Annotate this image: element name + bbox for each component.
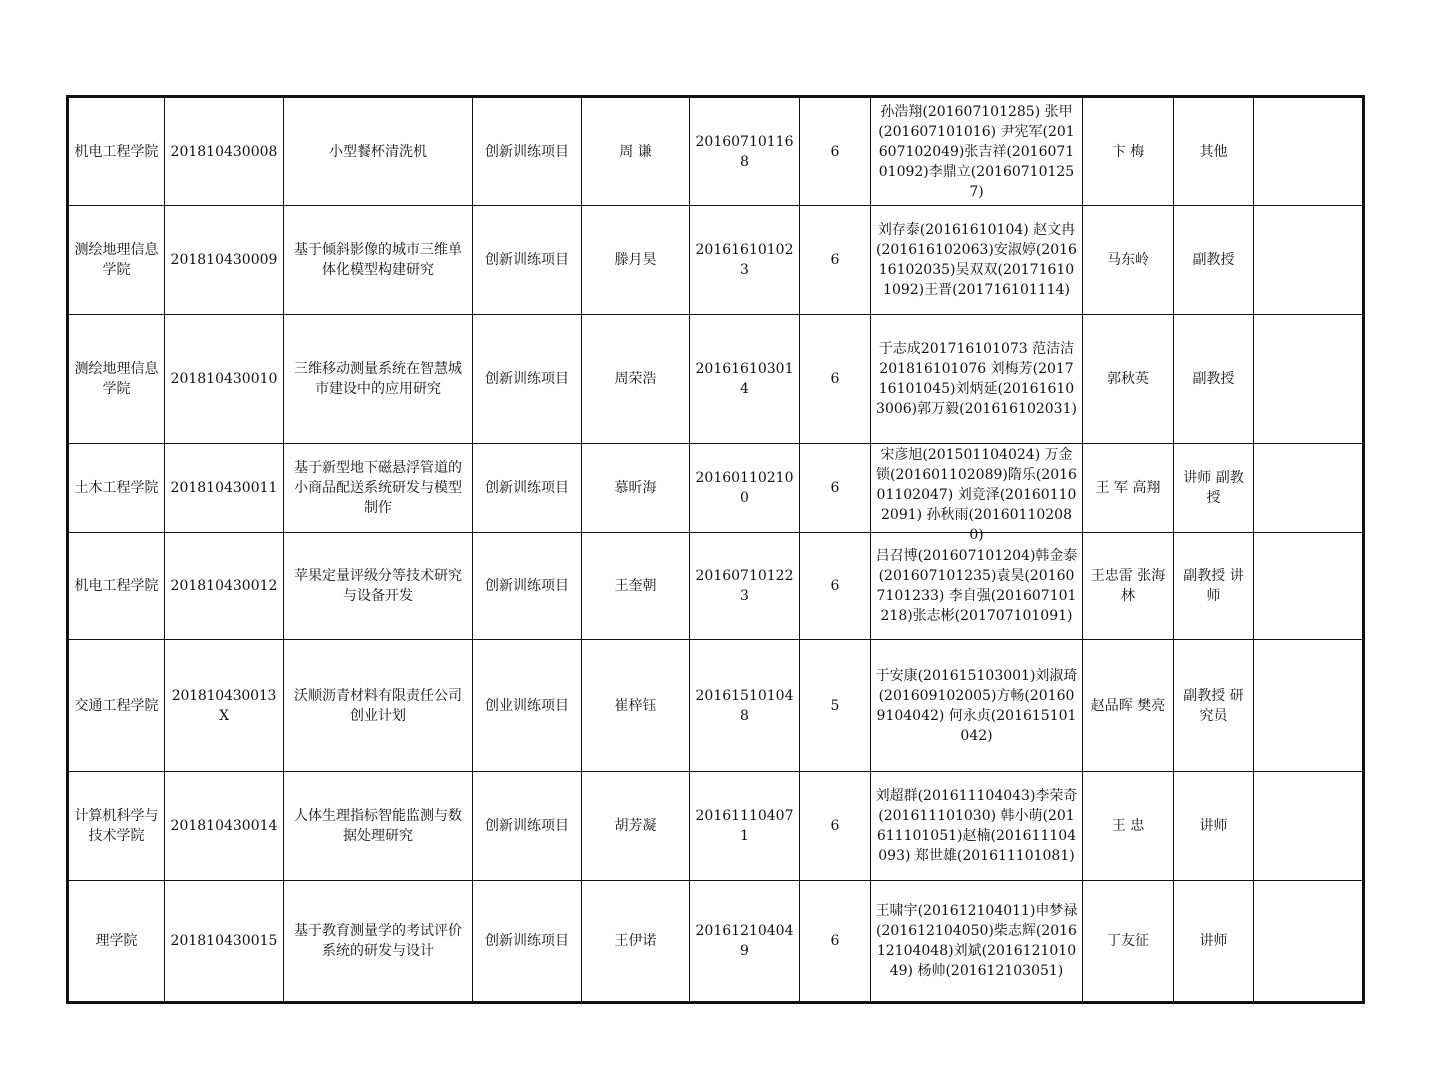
project-table <box>66 95 1365 1004</box>
table-body <box>68 97 1364 1003</box>
members-cell: 刘存泰(20161610104) 赵文冉(201616102063)安淑婷(201616102035)吴双双(201716101092)王晋(201716101114) <box>871 206 1083 315</box>
members-text: 宋彦旭(201501104024) 万金锁(201601102089)隋乐(201601102047) 刘竞泽(201601102091) 孙秋雨(201601102080) <box>876 447 1077 543</box>
members-cell <box>871 444 1083 543</box>
leader-id-cell: 201616103014 <box>690 315 800 444</box>
table-row <box>68 206 1364 315</box>
advisor-cell: 郭秋英 <box>1083 315 1174 444</box>
advisor-cell: 卞 梅 <box>1083 97 1174 206</box>
project-type-cell: 创新训练项目 <box>473 97 582 206</box>
advisor-cell: 王 军 高翔 <box>1083 444 1174 533</box>
advisor-title-cell: 讲师 <box>1174 772 1254 881</box>
college-cell: 交通工程学院 <box>68 640 165 772</box>
project-type-cell: 创业训练项目 <box>473 640 582 772</box>
member-count-cell: 6 <box>800 315 871 444</box>
project-type-cell: 创新训练项目 <box>473 533 582 640</box>
project-number-cell: 201810430015 <box>165 881 284 1003</box>
project-number-cell: 201810430011 <box>165 444 284 533</box>
note-cell <box>1254 315 1364 444</box>
member-count-cell: 6 <box>800 533 871 640</box>
table-row <box>68 772 1364 881</box>
leader-cell: 王伊诺 <box>582 881 690 1003</box>
project-name-cell: 小型餐杯清洗机 <box>284 97 473 206</box>
project-name-cell: 基于倾斜影像的城市三维单体化模型构建研究 <box>284 206 473 315</box>
note-cell <box>1254 881 1364 1003</box>
member-count-cell: 6 <box>800 444 871 533</box>
advisor-cell: 王 忠 <box>1083 772 1174 881</box>
note-cell <box>1254 640 1364 772</box>
leader-cell: 王奎朝 <box>582 533 690 640</box>
project-name-cell: 三维移动测量系统在智慧城市建设中的应用研究 <box>284 315 473 444</box>
leader-cell: 周荣浩 <box>582 315 690 444</box>
leader-cell: 周 谦 <box>582 97 690 206</box>
college-cell: 土木工程学院 <box>68 444 165 533</box>
college-cell: 机电工程学院 <box>68 97 165 206</box>
project-table-sheet <box>66 95 1362 1004</box>
project-name-cell: 人体生理指标智能监测与数据处理研究 <box>284 772 473 881</box>
college-cell: 理学院 <box>68 881 165 1003</box>
project-number-cell: 201810430010 <box>165 315 284 444</box>
note-cell <box>1254 444 1364 533</box>
project-type-cell: 创新训练项目 <box>473 444 582 533</box>
advisor-title-cell: 讲师 <box>1174 881 1254 1003</box>
note-cell <box>1254 206 1364 315</box>
leader-id-cell: 201601102100 <box>690 444 800 533</box>
advisor-title-cell: 副教授 研究员 <box>1174 640 1254 772</box>
project-name-cell: 基于教育测量学的考试评价系统的研发与设计 <box>284 881 473 1003</box>
project-name-cell: 苹果定量评级分等技术研究与设备开发 <box>284 533 473 640</box>
leader-id-cell: 201616101023 <box>690 206 800 315</box>
leader-id-cell: 201611104071 <box>690 772 800 881</box>
leader-cell: 崔梓钰 <box>582 640 690 772</box>
advisor-cell: 马东岭 <box>1083 206 1174 315</box>
note-cell <box>1254 772 1364 881</box>
note-cell <box>1254 97 1364 206</box>
project-type-cell: 创新训练项目 <box>473 206 582 315</box>
member-count-cell: 6 <box>800 772 871 881</box>
college-cell: 测绘地理信息学院 <box>68 206 165 315</box>
advisor-cell: 赵品晖 樊亮 <box>1083 640 1174 772</box>
note-cell <box>1254 533 1364 640</box>
table-row <box>68 315 1364 444</box>
advisor-cell: 丁友征 <box>1083 881 1174 1003</box>
advisor-cell: 王忠雷 张海林 <box>1083 533 1174 640</box>
leader-cell: 滕月昊 <box>582 206 690 315</box>
advisor-title-cell: 副教授 <box>1174 206 1254 315</box>
project-number-cell: 201810430008 <box>165 97 284 206</box>
college-cell: 测绘地理信息学院 <box>68 315 165 444</box>
member-count-cell: 6 <box>800 97 871 206</box>
leader-id-cell: 201615101048 <box>690 640 800 772</box>
college-cell: 计算机科学与技术学院 <box>68 772 165 881</box>
leader-cell: 慕昕海 <box>582 444 690 533</box>
members-cell: 吕召博(201607101204)韩金泰(201607101235)袁昊(201607101233) 李自强(201607101218)张志彬(201707101091) <box>871 533 1083 640</box>
table-row <box>68 97 1364 206</box>
advisor-title-cell: 讲师 副教授 <box>1174 444 1254 533</box>
members-cell: 于安康(201615103001)刘淑琦(201609102005)方畅(201609104042) 何永贞(201615101042) <box>871 640 1083 772</box>
leader-id-cell: 201607101168 <box>690 97 800 206</box>
college-cell: 机电工程学院 <box>68 533 165 640</box>
leader-id-cell: 201612104049 <box>690 881 800 1003</box>
project-type-cell: 创新训练项目 <box>473 881 582 1003</box>
project-number-cell: 201810430014 <box>165 772 284 881</box>
advisor-title-cell: 副教授 讲师 <box>1174 533 1254 640</box>
leader-cell: 胡芳凝 <box>582 772 690 881</box>
member-count-cell: 5 <box>800 640 871 772</box>
project-number-cell: 201810430009 <box>165 206 284 315</box>
project-name-cell: 沃顺沥青材料有限责任公司创业计划 <box>284 640 473 772</box>
members-cell: 刘超群(201611104043)李荣奇(201611101030) 韩小萌(201611101051)赵楠(201611104093) 郑世雄(201611101081) <box>871 772 1083 881</box>
table-row <box>68 640 1364 772</box>
project-number-cell: 201810430013X <box>165 640 284 772</box>
project-type-cell: 创新训练项目 <box>473 315 582 444</box>
project-name-cell: 基于新型地下磁悬浮管道的小商品配送系统研发与模型制作 <box>284 444 473 533</box>
table-row <box>68 533 1364 640</box>
members-cell: 王啸宇(201612104011)申梦禄(201612104050)柴志辉(201612104048)刘斌(201612101049) 杨帅(201612103051) <box>871 881 1083 1003</box>
members-cell: 孙浩翔(201607101285) 张甲(201607101016) 尹宪军(201607102049)张吉祥(201607101092)李鼎立(201607101257) <box>871 97 1083 206</box>
members-cell: 于志成201716101073 范洁洁201816101076 刘梅芳(201716101045)刘炳延(201616103006)郭万毅(201616102031) <box>871 315 1083 444</box>
leader-id-cell: 201607101223 <box>690 533 800 640</box>
advisor-title-cell: 副教授 <box>1174 315 1254 444</box>
member-count-cell: 6 <box>800 206 871 315</box>
project-number-cell: 201810430012 <box>165 533 284 640</box>
table-row <box>68 881 1364 1003</box>
advisor-title-cell: 其他 <box>1174 97 1254 206</box>
member-count-cell: 6 <box>800 881 871 1003</box>
table-row <box>68 444 1364 533</box>
project-type-cell: 创新训练项目 <box>473 772 582 881</box>
